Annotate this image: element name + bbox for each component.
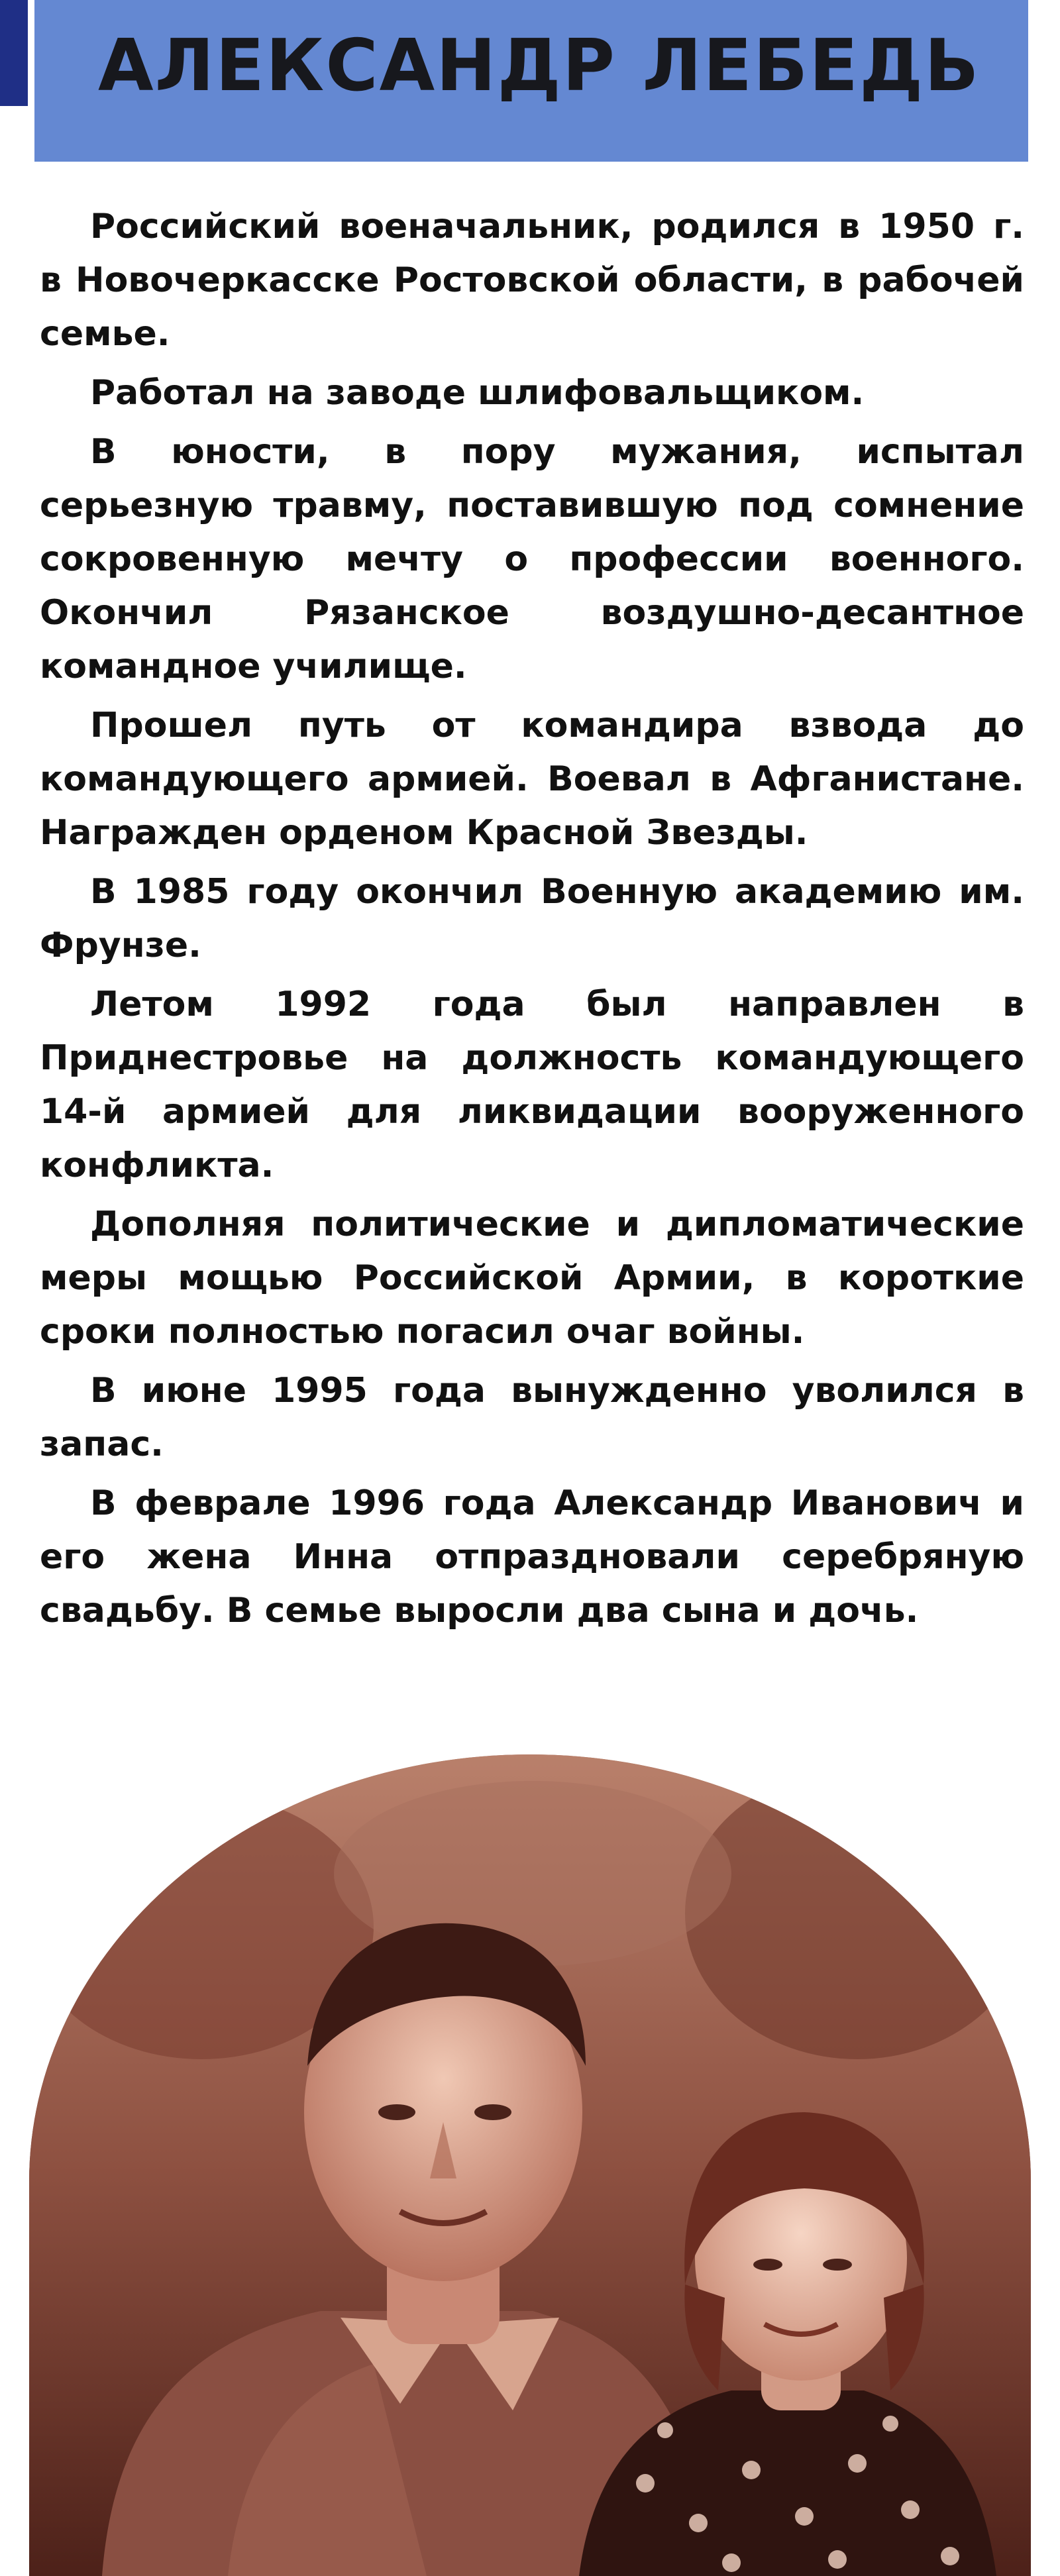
paragraph-birth: Российский военачальник, родился в 1950 г. в Новочеркасске Ростовской области, в рабочей семье. [40, 207, 1024, 354]
couple-photo-illustration [29, 1754, 1031, 2576]
paragraph-war-end: Дополняя политические и дипломатические меры мощью Российской Армии, в короткие сроки полностью погасил очаг войны. [40, 1205, 1024, 1352]
paragraph-academy: В 1985 году окончил Военную академию им. Фрунзе. [40, 872, 1024, 965]
paragraph-family: В феврале 1996 года Александр Иванович и его жена Инна отпраздновали серебряную свадьбу. В семье выросли два сына и дочь. [40, 1483, 1024, 1631]
paragraph-work: Работал на заводе шлифовальщиком. [90, 373, 865, 413]
title-banner [34, 0, 1028, 162]
page-title: АЛЕКСАНДР ЛЕБЕДЬ [98, 25, 980, 107]
couple-photo [29, 1754, 1031, 2576]
paragraph-youth: В юности, в пору мужания, испытал серьезную травму, поставившую под сомнение сокровенную мечту о профессии военного. Окончил Рязанское воздушно-десантное командное училище. [40, 432, 1024, 686]
paragraph-retirement: В июне 1995 года вынужденно уволился в запас. [40, 1371, 1024, 1464]
biography-text [40, 200, 1024, 1643]
paragraph-transnistria: Летом 1992 года был направлен в Приднестровье на должность командующего 14-й армией для ликвидации вооруженного конфликта. [40, 985, 1024, 1185]
edge-color-strip [0, 0, 28, 106]
paragraph-career: Прошел путь от командира взвода до командующего армией. Воевал в Афганистане. Награжден орденом Красной Звезды. [40, 706, 1024, 853]
